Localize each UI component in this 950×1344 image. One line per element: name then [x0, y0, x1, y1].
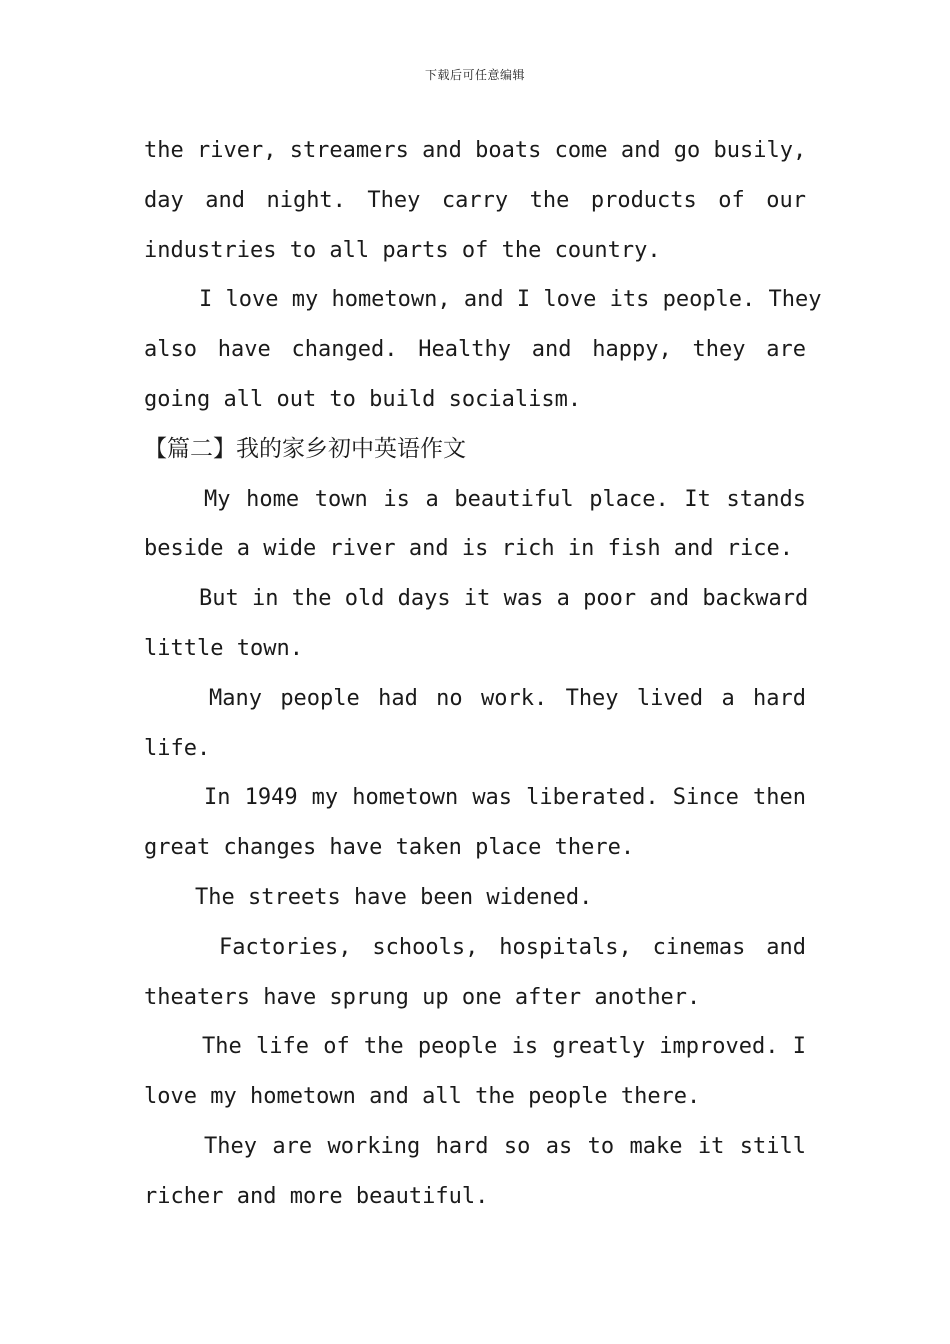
text-line: The streets have been widened. [195, 884, 593, 910]
text-line: My home town is a beautiful place. It stands [204, 486, 806, 512]
text-line: great changes have taken place there. [144, 835, 635, 861]
text-line: The life of the people is greatly improved. I [202, 1034, 806, 1060]
text-line: richer and more beautiful. [144, 1183, 489, 1209]
text-line: love my hometown and all the people there. [144, 1084, 701, 1110]
text-line: day and night. They carry the products of our [144, 187, 806, 213]
text-line: In 1949 my hometown was liberated. Since then [204, 785, 806, 811]
text-line: beside a wide river and is rich in fish and rice. [144, 536, 794, 562]
text-line: little town. [144, 635, 303, 661]
text-line: industries to all parts of the country. [144, 237, 661, 263]
text-line: theaters have sprung up one after another. [144, 984, 701, 1010]
text-line: also have changed. Healthy and happy, they are [144, 337, 806, 363]
header-note: 下载后可任意编辑 [424, 68, 525, 82]
text-line: But in the old days it was a poor and backward [199, 586, 809, 612]
text-line: They are working hard so as to make it still [204, 1133, 806, 1159]
text-line: I love my hometown, and I love its people. They [199, 287, 822, 313]
text-line: life. [144, 735, 211, 761]
document-body [144, 126, 822, 1222]
section-heading: 【篇二】我的家乡初中英语作文 [144, 435, 466, 462]
text-line: going all out to build socialism. [144, 386, 582, 412]
text-line: Factories, schools, hospitals, cinemas and [219, 934, 806, 960]
text-line: the river, streamers and boats come and go busily, [144, 138, 807, 163]
text-line: Many people had no work. They lived a hard [209, 685, 806, 711]
